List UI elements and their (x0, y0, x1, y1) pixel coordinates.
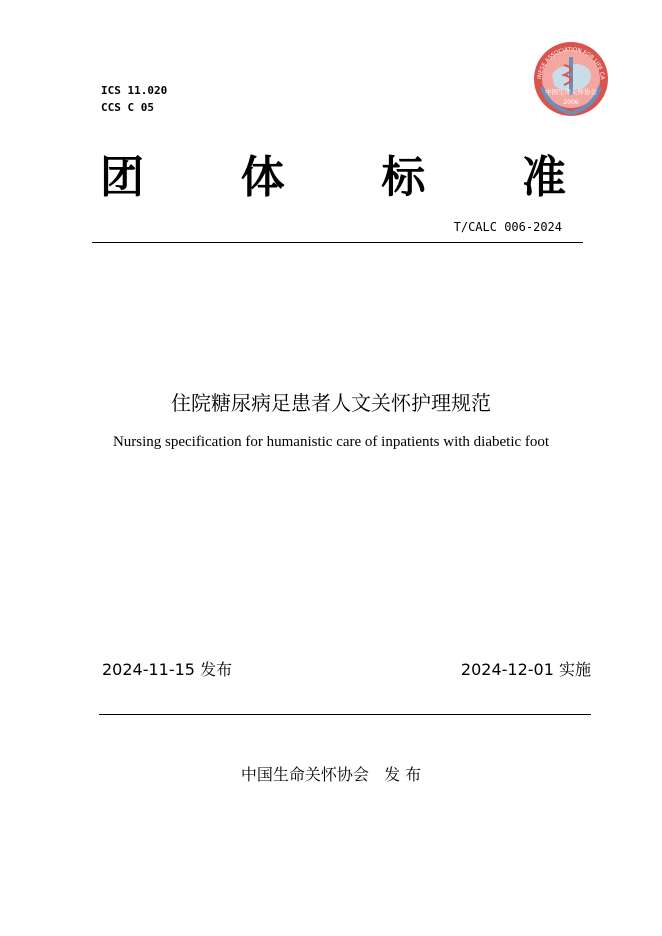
publisher: 中国生命关怀协会 发 布 (240, 765, 422, 784)
bottom-divider (99, 714, 591, 715)
classification-codes (101, 82, 167, 116)
title-char-1: 团 (100, 152, 144, 203)
ccs-code: CCS C 05 (101, 101, 154, 114)
title-char-4: 准 (521, 152, 566, 203)
standard-number: T/CALC 006-2024 (453, 220, 562, 234)
association-logo (530, 41, 612, 117)
standard-title-english: Nursing specification for humanistic care of inpatients with diabetic foot (112, 434, 550, 450)
ics-code: ICS 11.020 (101, 84, 168, 97)
standard-title-chinese: 住院糖尿病足患者人文关怀护理规范 (171, 391, 491, 415)
logo-ring-text: INESE ASSOCIATION FOR LIFE CA (537, 46, 606, 80)
title-char-2: 体 (240, 152, 285, 203)
logo-inner-text: 中国生命关怀协会 (545, 88, 597, 96)
logo-year: 2006 (563, 99, 579, 106)
document-type-title (100, 150, 566, 206)
implementation-date: 2024-12-01 实施 (460, 660, 591, 679)
publish-date: 2024-11-15 发布 (102, 660, 233, 679)
title-char-3: 标 (381, 152, 426, 203)
top-divider (92, 242, 583, 243)
